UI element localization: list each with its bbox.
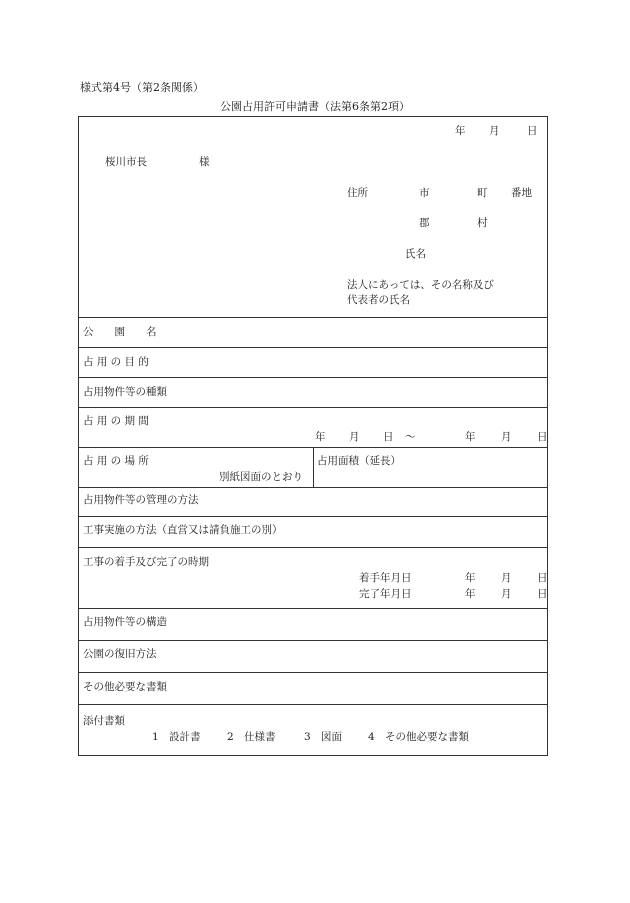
honorific: 様	[199, 156, 210, 168]
addressee: 桜川市長	[105, 156, 147, 168]
attachment-3-no: 3	[304, 731, 311, 743]
attachment-3-name: 図面	[321, 731, 342, 743]
attachment-4-name: その他必要な書類	[385, 731, 469, 743]
attachment-2-no: 2	[227, 731, 234, 743]
corp-note-line1: 法人にあっては、その名称及び	[347, 279, 494, 291]
address-label: 住所	[347, 187, 368, 199]
attachment-1-name: 設計書	[169, 731, 201, 743]
address-county: 郡	[419, 217, 430, 229]
start-day: 日	[537, 572, 548, 584]
item-type-label: 占用物件等の種類	[83, 386, 167, 398]
schedule-label: 工事の着手及び完了の時期	[83, 556, 209, 568]
period-end-month: 月	[501, 431, 512, 443]
row-divider	[79, 608, 547, 609]
row-divider	[79, 672, 547, 673]
attachment-2-name: 仕様書	[244, 731, 276, 743]
park-name-label: 公 園 名	[83, 326, 157, 338]
row-divider	[79, 547, 547, 548]
other-docs-label: その他必要な書類	[83, 681, 167, 693]
row-divider	[79, 347, 547, 348]
attachments-label: 添付書類	[83, 715, 125, 727]
form-title: 公園占用許可申請書（法第6条第2項）	[220, 100, 410, 113]
period-end-day: 日	[537, 431, 548, 443]
period-start-year: 年	[315, 431, 326, 443]
end-day: 日	[537, 588, 548, 600]
address-town: 町	[477, 187, 488, 199]
date-year: 年	[455, 125, 466, 137]
location-note: 別紙図面のとおり	[219, 471, 303, 483]
purpose-label: 占 用 の 目 的	[83, 356, 149, 368]
management-label: 占用物件等の管理の方法	[83, 494, 199, 506]
location-label: 占 用 の 場 所	[83, 455, 149, 467]
structure-label: 占用物件等の構造	[83, 616, 167, 628]
column-divider	[313, 447, 314, 487]
period-start-month: 月	[349, 431, 360, 443]
attachment-1-no: 1	[152, 731, 159, 743]
period-end-year: 年	[465, 431, 476, 443]
row-divider	[79, 377, 547, 378]
area-label: 占用面積（延長）	[317, 455, 401, 467]
start-year: 年	[465, 572, 476, 584]
period-tilde: ～	[405, 431, 416, 443]
end-year: 年	[465, 588, 476, 600]
address-village: 村	[477, 217, 488, 229]
end-date-label: 完了年月日	[359, 588, 412, 600]
period-start-day: 日	[383, 431, 394, 443]
row-divider	[79, 640, 547, 641]
address-lot: 番地	[511, 187, 532, 199]
row-divider	[79, 487, 547, 488]
corp-note-line2: 代表者の氏名	[347, 294, 410, 306]
restoration-label: 公園の復旧方法	[83, 648, 157, 660]
row-divider	[79, 317, 547, 318]
row-divider	[79, 407, 547, 408]
start-date-label: 着手年月日	[359, 572, 412, 584]
attachment-4-no: 4	[368, 731, 375, 743]
construction-method-label: 工事実施の方法（直営又は請負施工の別）	[83, 524, 283, 536]
start-month: 月	[501, 572, 512, 584]
row-divider	[79, 516, 547, 517]
row-divider	[79, 704, 547, 705]
date-month: 月	[489, 125, 500, 137]
date-day: 日	[527, 125, 538, 137]
address-city: 市	[419, 187, 430, 199]
form-code: 様式第4号（第2条関係）	[80, 81, 204, 94]
name-label: 氏名	[405, 248, 426, 260]
application-form-table	[78, 116, 548, 756]
end-month: 月	[501, 588, 512, 600]
period-label: 占 用 の 期 間	[83, 415, 149, 427]
